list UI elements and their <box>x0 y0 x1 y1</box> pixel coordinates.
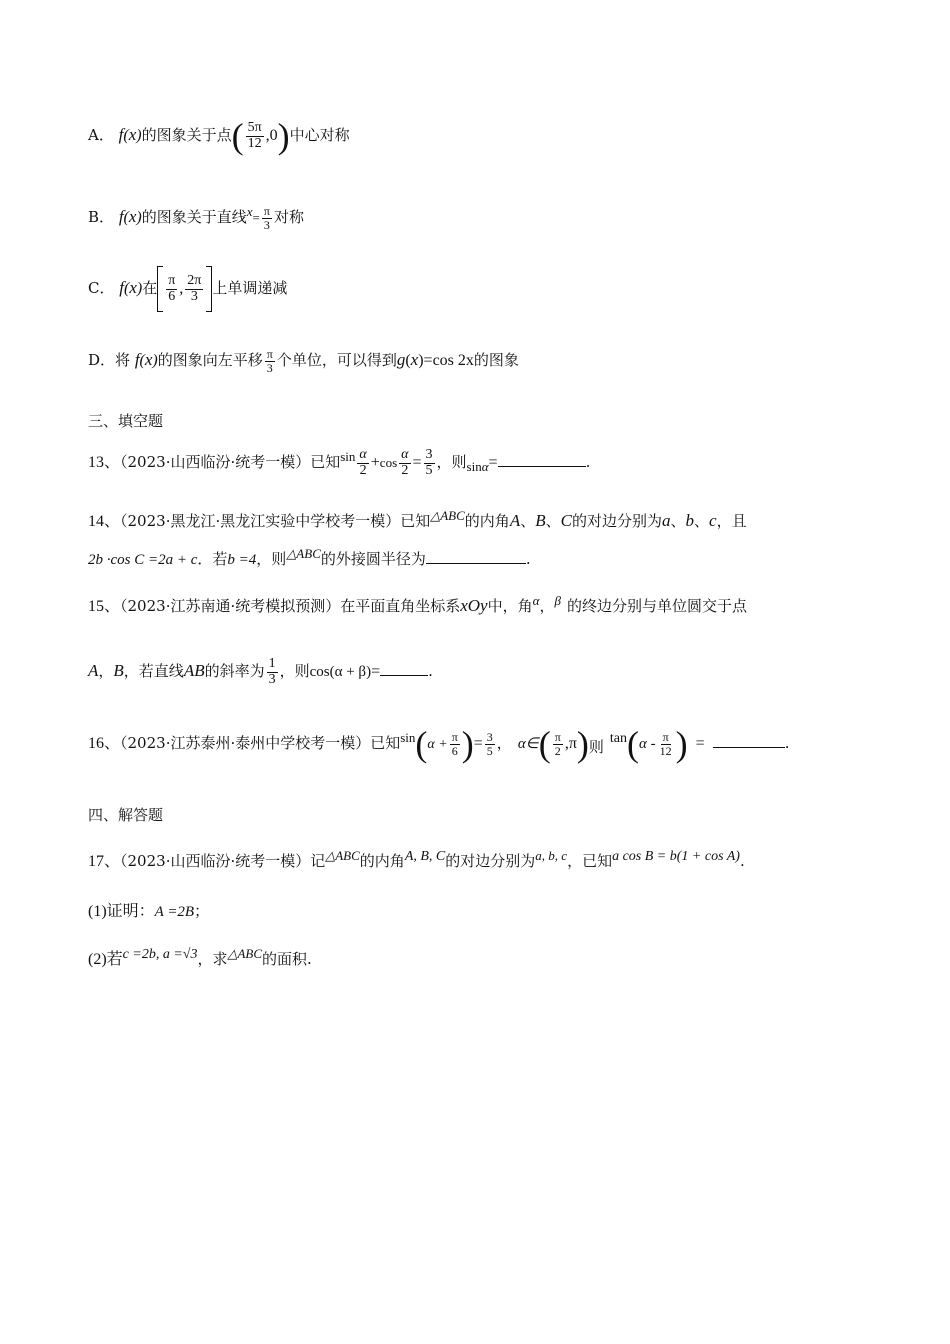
option-a-label: A． <box>88 126 114 144</box>
option-a-text1: 的图象关于点 <box>141 126 232 144</box>
q13-answer-blank[interactable] <box>498 464 586 467</box>
question-17: 17、（2023·山西临汾·统考一模）记△ABC的内角A, B, C的对边分别为a, b, c，已知a cos B = b(1 + cos A). <box>88 848 745 870</box>
question-16: 16、（2023·江苏泰州·泰州中学校考一模）已知sin(α + $\frac{\pi}{6}$ )= $\frac{3}{5}$ ， α∈( $\frac{\pi}{2}$ ,π)则 tan(α - $\frac{\pi}{12}$ ) = . <box>88 724 790 764</box>
question-15: 15、（2023·江苏南通·统考模拟预测）在平面直角坐标系xOy中，角α，β 的终边分别与单位圆交于点 <box>88 593 747 615</box>
option-b-frac: $\frac{\pi}{3}$ <box>263 203 270 232</box>
option-c-label: C． <box>88 279 115 297</box>
option-d-label: D．将 <box>88 351 131 370</box>
option-c: C． f(x)在 $\frac{\pi}{6}$ , $\frac{2\pi}{3}$ 上单调递减 <box>88 266 860 312</box>
section-fill-in: 三、填空题 <box>88 412 164 430</box>
section-solve: 四、解答题 <box>88 806 164 824</box>
option-b: B． f(x)的图象关于直线x= $\frac{\pi}{3}$ 对称 <box>88 203 304 232</box>
question-15-line2: A，B，若直线AB的斜率为 $\frac{1}{3}$ ，则cos(α + β)= . <box>88 656 433 687</box>
question-14-line2: 2b ·cos C =2a + c．若b =4，则△ABC的外接圆半径为 . <box>88 546 531 568</box>
option-d: D．将 f(x)的图象向左平移 $\frac{\pi}{3}$ 个单位，可以得到g(x)=cos 2x的图象 <box>88 347 519 375</box>
q14-answer-blank[interactable] <box>426 561 526 564</box>
question-14: 14、（2023·黑龙江·黑龙江实验中学校考一模）已知△ABC的内角A、B、C的对边分别为a、b、c，且 <box>88 508 747 530</box>
q16-answer-blank[interactable] <box>713 745 785 748</box>
option-c-text2: 上单调递减 <box>212 279 288 297</box>
option-a: A． f(x)的图象关于点( $\frac{5\pi}{12}$ ,0)中心对称 <box>88 116 350 156</box>
fx: f(x) <box>118 125 142 144</box>
option-a-text2: 中心对称 <box>289 126 350 144</box>
q15-answer-blank[interactable] <box>380 673 428 676</box>
option-b-label: B． <box>88 208 115 226</box>
option-a-frac: $\frac{5\pi}{12}$ <box>247 119 262 151</box>
question-17-part1: (1)证明：A =2B； <box>88 902 210 920</box>
question-17-part2: (2)若c =2b, a =√3，求△ABC的面积. <box>88 946 312 968</box>
option-b-text2: 对称 <box>273 208 304 226</box>
option-b-text1: 的图象关于直线 <box>141 208 247 226</box>
question-13: 13、（2023·山西临汾·统考一模）已知sin $\frac{\alpha}{2}$ +cos $\frac{\alpha}{2}$ = $\frac{3}{5}$ ，则sinα= . <box>88 447 591 478</box>
